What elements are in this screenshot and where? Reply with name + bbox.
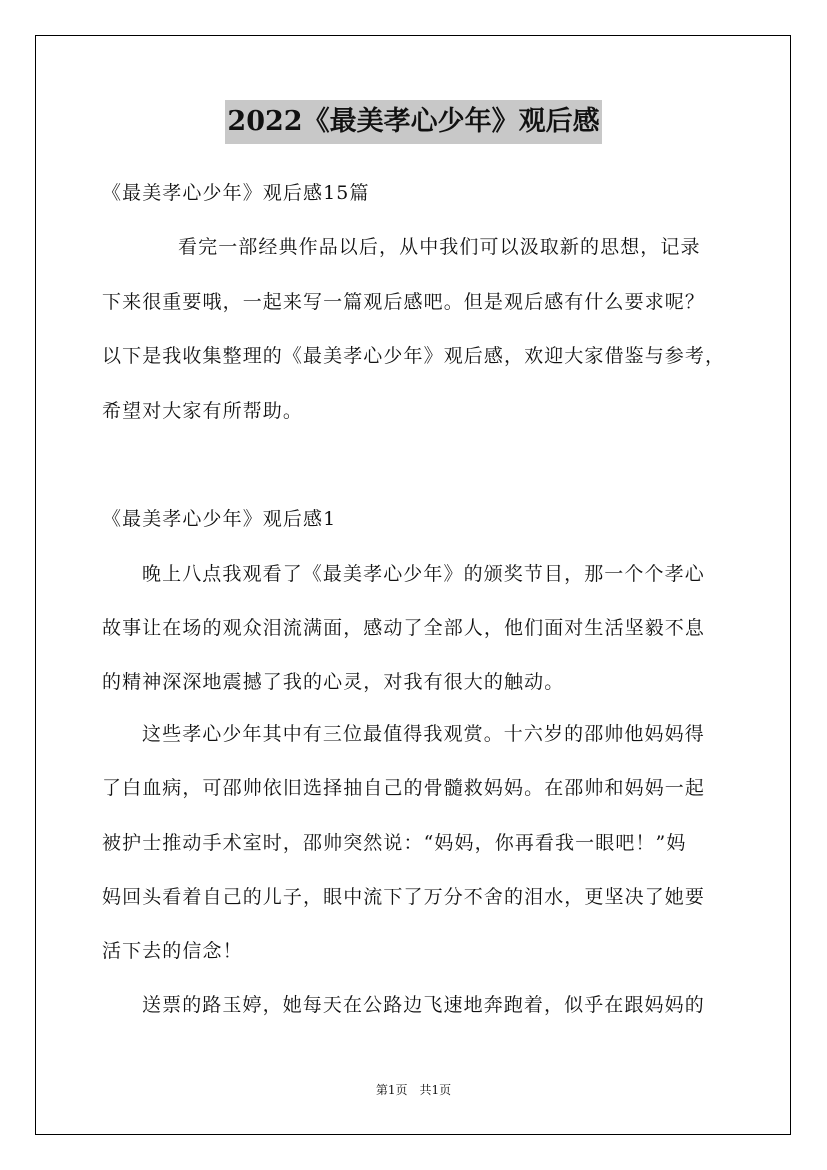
body-line: 妈回头看着自己的儿子，眼中流下了万分不舍的泪水，更坚决了她要	[102, 886, 706, 908]
intro-line: 看完一部经典作品以后，从中我们可以汲取新的思想，记录	[178, 236, 701, 258]
body-line: 送票的路玉婷，她每天在公路边飞速地奔跑着，似乎在跟妈妈的	[142, 994, 705, 1016]
intro-line: 希望对大家有所帮助。	[102, 400, 304, 422]
intro-line: 以下是我收集整理的《最美孝心少年》观后感，欢迎大家借鉴与参考，	[102, 345, 726, 367]
body-line: 的精神深深地震撼了我的心灵，对我有很大的触动。	[102, 671, 565, 693]
document-title-text: 2022《最美孝心少年》观后感	[225, 100, 601, 144]
document-title	[0, 100, 827, 144]
body-line: 这些孝心少年其中有三位最值得我观赏。十六岁的邵帅他妈妈得	[142, 723, 705, 745]
body-line: 故事让在场的观众泪流满面，感动了全部人，他们面对生活坚毅不息	[102, 617, 706, 639]
body-line: 了白血病，可邵帅依旧选择抽自己的骨髓救妈妈。在邵帅和妈妈一起	[102, 777, 706, 799]
body-line: 活下去的信念！	[102, 940, 243, 962]
page-footer: 第1页 共1页	[375, 1083, 452, 1097]
body-line: 晚上八点我观看了《最美孝心少年》的颁奖节目，那一个个孝心	[142, 563, 705, 585]
intro-line: 下来很重要哦，一起来写一篇观后感吧。但是观后感有什么要求呢？	[102, 291, 706, 313]
document-subtitle: 《最美孝心少年》观后感15篇	[102, 182, 370, 204]
body-line: 被护士推动手术室时，邵帅突然说：“妈妈，你再看我一眼吧！”妈	[102, 832, 687, 854]
section-heading: 《最美孝心少年》观后感1	[102, 508, 337, 530]
